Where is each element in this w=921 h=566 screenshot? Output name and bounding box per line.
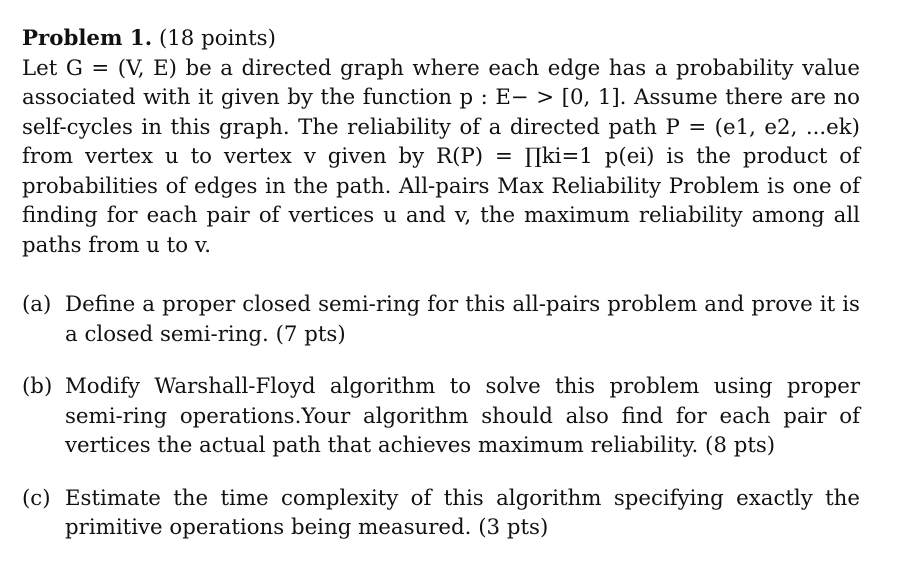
part-a (22, 290, 860, 349)
part-b-label: (b) (22, 374, 53, 399)
part-b-text: Modify Warshall-Floyd algorithm to solve this problem using proper semi-ring operations.Your algorithm should also find for each pair of vertices the actual path that achieves maximum reliability. (8 pts) (65, 374, 860, 458)
part-c-text: Estimate the time complexity of this algorithm specifying exactly the primitive operations being measured. (3 pts) (65, 485, 860, 540)
part-b (22, 372, 860, 461)
problem-page (22, 24, 860, 566)
problem-points: (18 points) (158, 26, 276, 51)
problem-heading (22, 24, 860, 54)
part-a-text: Define a proper closed semi-ring for this all-pairs problem and prove it is a closed semi-ring. (7 pts) (65, 292, 860, 347)
problem-statement: Let G = (V, E) be a directed graph where each edge has a probability value associated with it given by the function p : E− > [0, 1]. Assume there are no self-cycles in this graph. The reliability of a directed path P = (e1, e2, ...ek) from vertex u to vertex v given by R(P) = ∏ki=1 p(ei) is the product of probabilities of edges in the path. All-pairs Max Reliability Problem is one of finding for each pair of vertices u and v, the maximum reliability among all paths from u to v. (22, 55, 860, 258)
part-c (22, 484, 860, 543)
part-a-label: (a) (22, 292, 52, 317)
problem-title: Problem 1. (22, 26, 153, 51)
part-c-label: (c) (22, 485, 51, 511)
problem-parts (22, 290, 860, 543)
